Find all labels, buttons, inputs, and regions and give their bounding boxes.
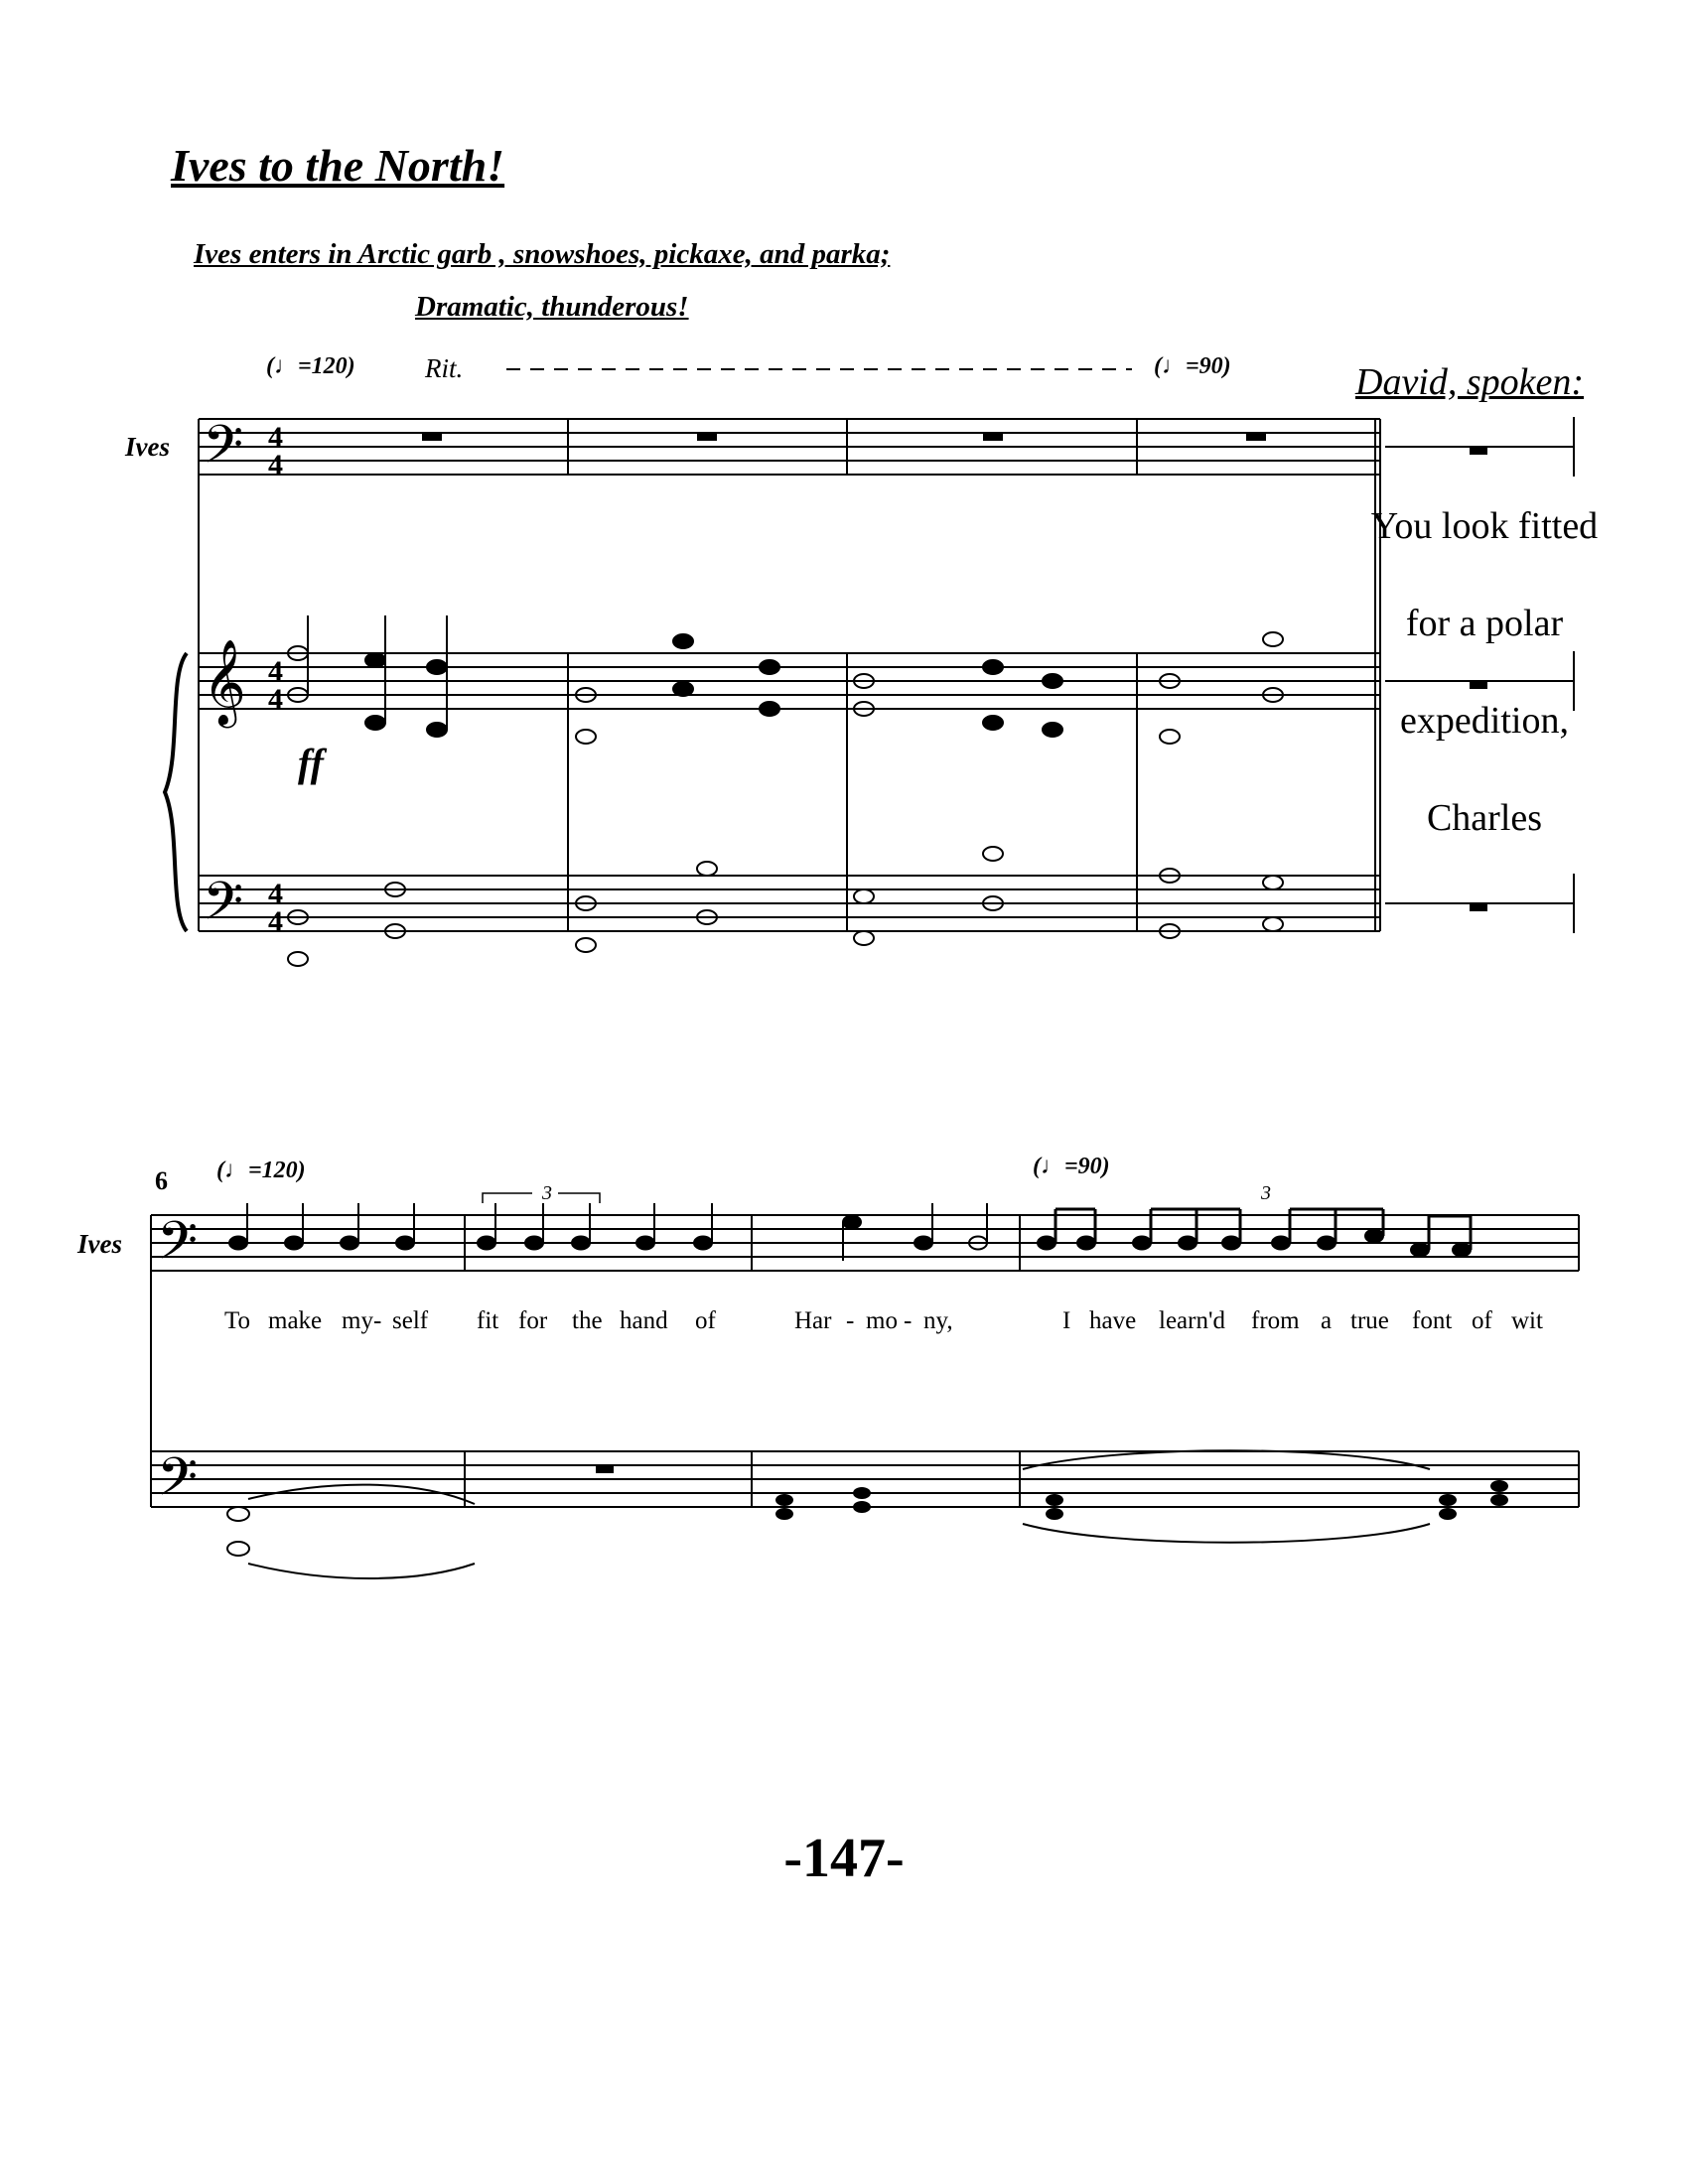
lyric-syllable: To bbox=[224, 1307, 251, 1334]
piano-chords-2 bbox=[775, 1480, 1508, 1520]
spoken-heading: David, spoken: bbox=[1355, 361, 1585, 403]
tempo-marking: (♩=90) bbox=[1154, 353, 1231, 379]
bass-clef-icon: 𝄢 bbox=[157, 1212, 199, 1283]
tempo-marking: (♩=120) bbox=[266, 353, 355, 379]
bass-clef-icon: 𝄢 bbox=[203, 416, 244, 486]
stage-direction: Ives enters in Arctic garb , snowshoes, pickaxe, and parka; bbox=[194, 238, 891, 270]
tempo-marking: (♩=90) bbox=[1033, 1154, 1110, 1179]
treble-clef-icon: 𝄞 bbox=[203, 642, 246, 724]
lyric-syllable: true bbox=[1350, 1307, 1389, 1334]
measure-number: 6 bbox=[155, 1166, 168, 1195]
instrument-label: Ives bbox=[125, 432, 170, 462]
lyric-syllable: self bbox=[392, 1307, 429, 1334]
voice-notes bbox=[229, 1203, 1471, 1261]
lyric-syllable: fit bbox=[477, 1307, 499, 1334]
spoken-line: Charles bbox=[1426, 797, 1543, 839]
tempo-marking: (♩=120) bbox=[216, 1158, 306, 1183]
lyric-syllable: make bbox=[268, 1307, 323, 1334]
lyric-syllable: font bbox=[1412, 1307, 1453, 1334]
piano-notes-2 bbox=[227, 1450, 1430, 1578]
lyric-syllable: learn'd bbox=[1159, 1307, 1225, 1334]
bass-clef-icon: 𝄢 bbox=[203, 873, 244, 943]
spoken-line: for a polar bbox=[1405, 603, 1564, 644]
lyric-syllable: of bbox=[695, 1307, 716, 1334]
song-title: Ives to the North! bbox=[171, 140, 505, 191]
lyric-syllable: have bbox=[1089, 1307, 1137, 1334]
lyric-syllable: for bbox=[518, 1307, 548, 1334]
time-sig-top: 4 bbox=[268, 655, 283, 688]
bass-clef-icon: 𝄢 bbox=[157, 1448, 199, 1519]
time-sig-top: 4 bbox=[268, 421, 283, 454]
spoken-line: You look fitted bbox=[1370, 505, 1599, 547]
lyric-syllable: my- bbox=[342, 1307, 382, 1334]
lyric-syllable: hand bbox=[620, 1307, 668, 1334]
tuplet-number: 3 bbox=[542, 1182, 552, 1204]
expression-marking: Dramatic, thunderous! bbox=[415, 291, 689, 323]
lyric-syllable: of bbox=[1472, 1307, 1492, 1334]
time-sig-bottom: 4 bbox=[268, 905, 283, 938]
time-sig-bottom: 4 bbox=[268, 449, 283, 481]
lyric-syllable: - bbox=[904, 1307, 913, 1334]
staff-piano-treble bbox=[199, 653, 1574, 709]
staff-piano-bass bbox=[199, 876, 1574, 931]
lyric-syllable: mo bbox=[866, 1307, 898, 1334]
time-sig-bottom: 4 bbox=[268, 683, 283, 716]
tuplet-number: 3 bbox=[1261, 1182, 1271, 1204]
dynamic-marking: ff bbox=[298, 741, 324, 785]
spoken-line: expedition, bbox=[1400, 700, 1569, 742]
instrument-label: Ives bbox=[77, 1229, 122, 1259]
rit-marking: Rit. bbox=[425, 353, 464, 383]
lyrics bbox=[224, 1307, 1543, 1334]
lyric-syllable: I bbox=[1062, 1307, 1071, 1334]
lyric-syllable: Har bbox=[794, 1307, 832, 1334]
page-number: -147- bbox=[783, 1828, 905, 1889]
time-sig-top: 4 bbox=[268, 878, 283, 910]
lyric-syllable: from bbox=[1251, 1307, 1300, 1334]
lyric-syllable: a bbox=[1321, 1307, 1333, 1334]
lyric-syllable: - bbox=[846, 1307, 855, 1334]
lyric-syllable: the bbox=[572, 1307, 603, 1334]
staff-voice-2 bbox=[151, 1215, 1579, 1271]
lyric-syllable: wit bbox=[1511, 1307, 1543, 1334]
lyric-syllable: ny, bbox=[923, 1307, 953, 1334]
staff-voice bbox=[199, 419, 1574, 475]
